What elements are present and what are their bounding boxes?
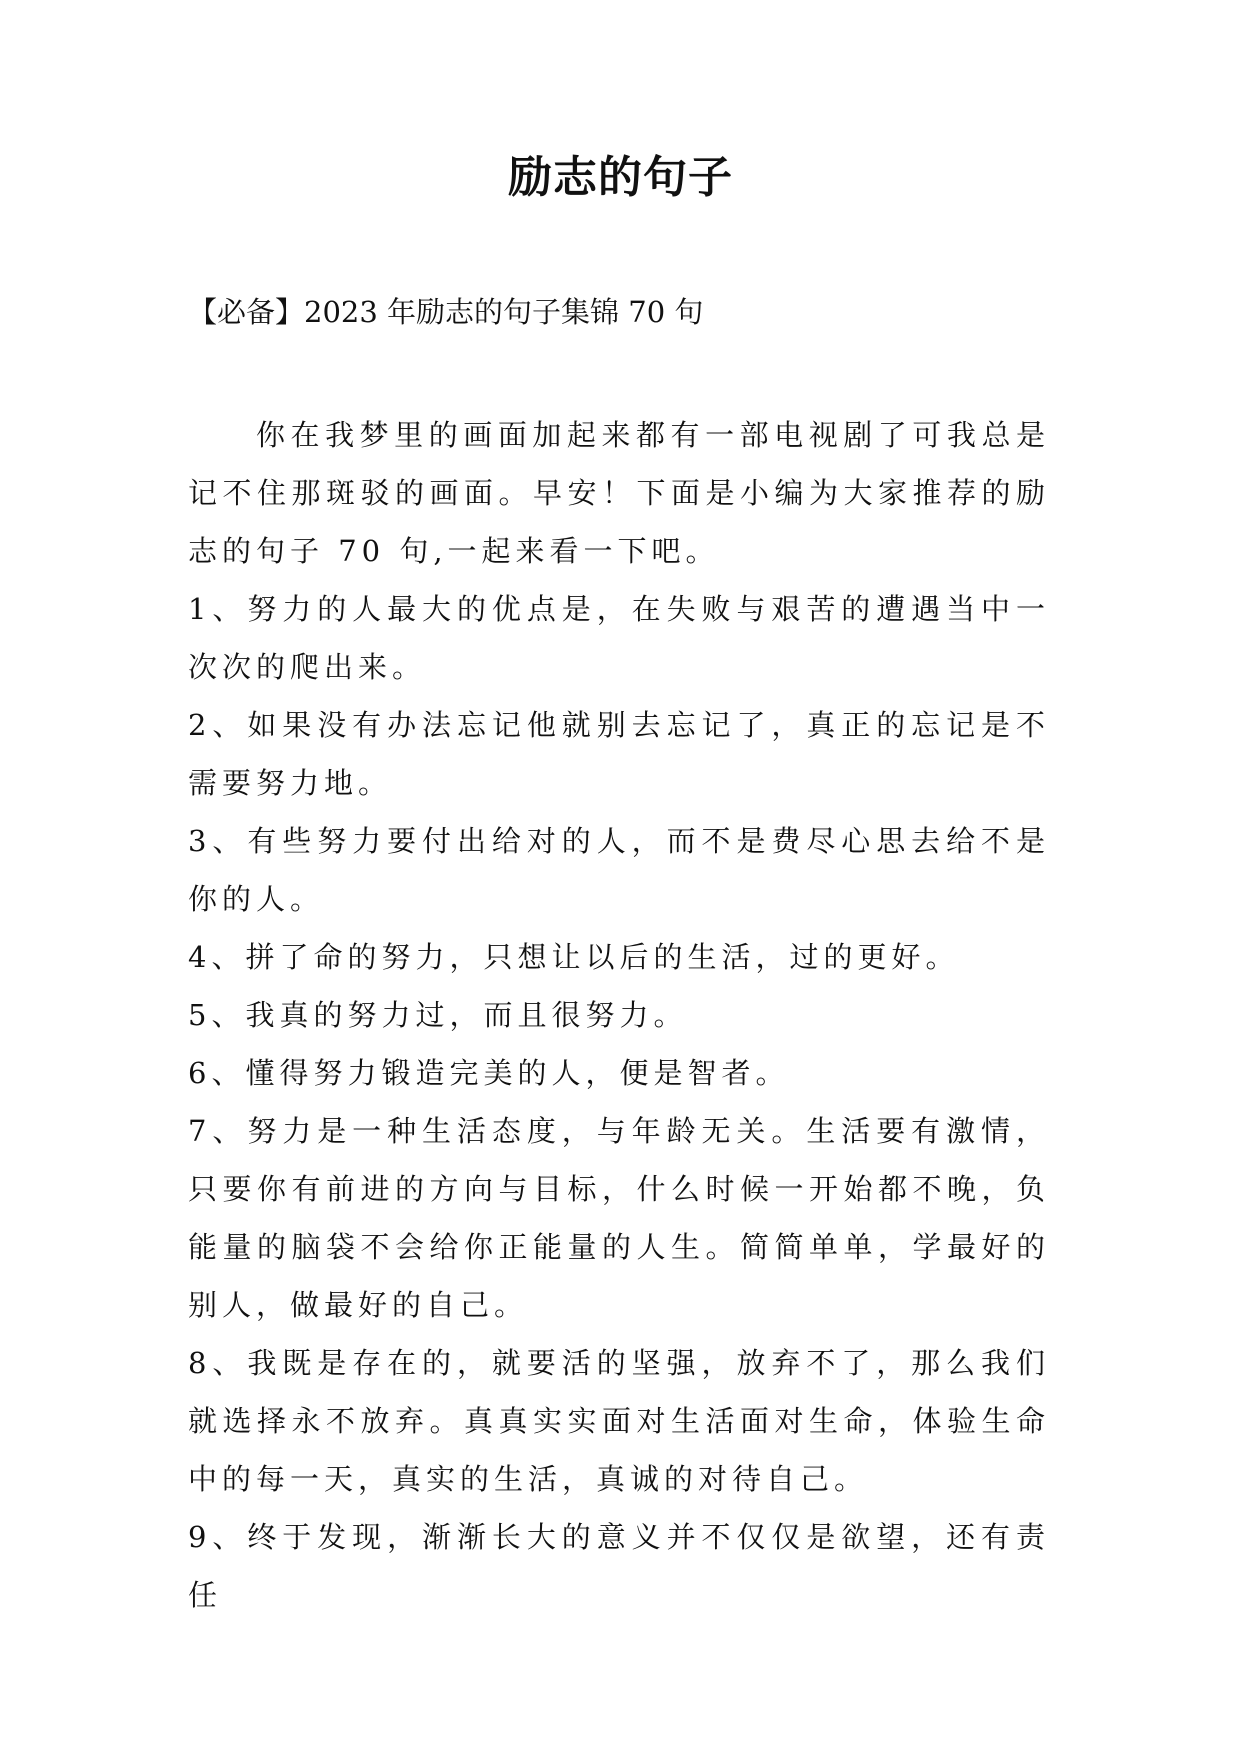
list-item: 7、努力是一种生活态度，与年龄无关。生活要有激情，只要你有前进的方向与目标，什么时候一开始都不晚，负能量的脑袋不会给你正能量的人生。简简单单，学最好的别人，做最好的自己。 <box>188 1114 1050 1322</box>
list-item: 8、我既是存在的，就要活的坚强，放弃不了，那么我们就选择永不放弃。真真实实面对生活面对生命，体验生命中的每一天，真实的生活，真诚的对待自己。 <box>188 1346 1050 1496</box>
list-item: 6、懂得努力锻造完美的人，便是智者。 <box>188 1056 790 1090</box>
intro-paragraph: 你在我梦里的画面加起来都有一部电视剧了可我总是记不住那斑驳的画面。早安！下面是小编为大家推荐的励志的句子 70 句,一起来看一下吧。 <box>188 418 1050 568</box>
document-title: 励志的句子 <box>508 152 733 203</box>
list-item: 1、努力的人最大的优点是，在失败与艰苦的遭遇当中一次次的爬出来。 <box>188 592 1050 684</box>
document-body <box>188 406 1050 1624</box>
list-item: 5、我真的努力过，而且很努力。 <box>188 998 688 1032</box>
list-item: 3、有些努力要付出给对的人，而不是费尽心思去给不是你的人。 <box>188 824 1050 916</box>
document-subtitle: 【必备】2023 年励志的句子集锦 70 句 <box>188 295 704 329</box>
list-item: 4、拼了命的努力，只想让以后的生活，过的更好。 <box>188 940 960 974</box>
list-item: 2、如果没有办法忘记他就别去忘记了，真正的忘记是不需要努力地。 <box>188 708 1050 800</box>
list-item: 9、终于发现，渐渐长大的意义并不仅仅是欲望，还有责任 <box>188 1520 1050 1612</box>
